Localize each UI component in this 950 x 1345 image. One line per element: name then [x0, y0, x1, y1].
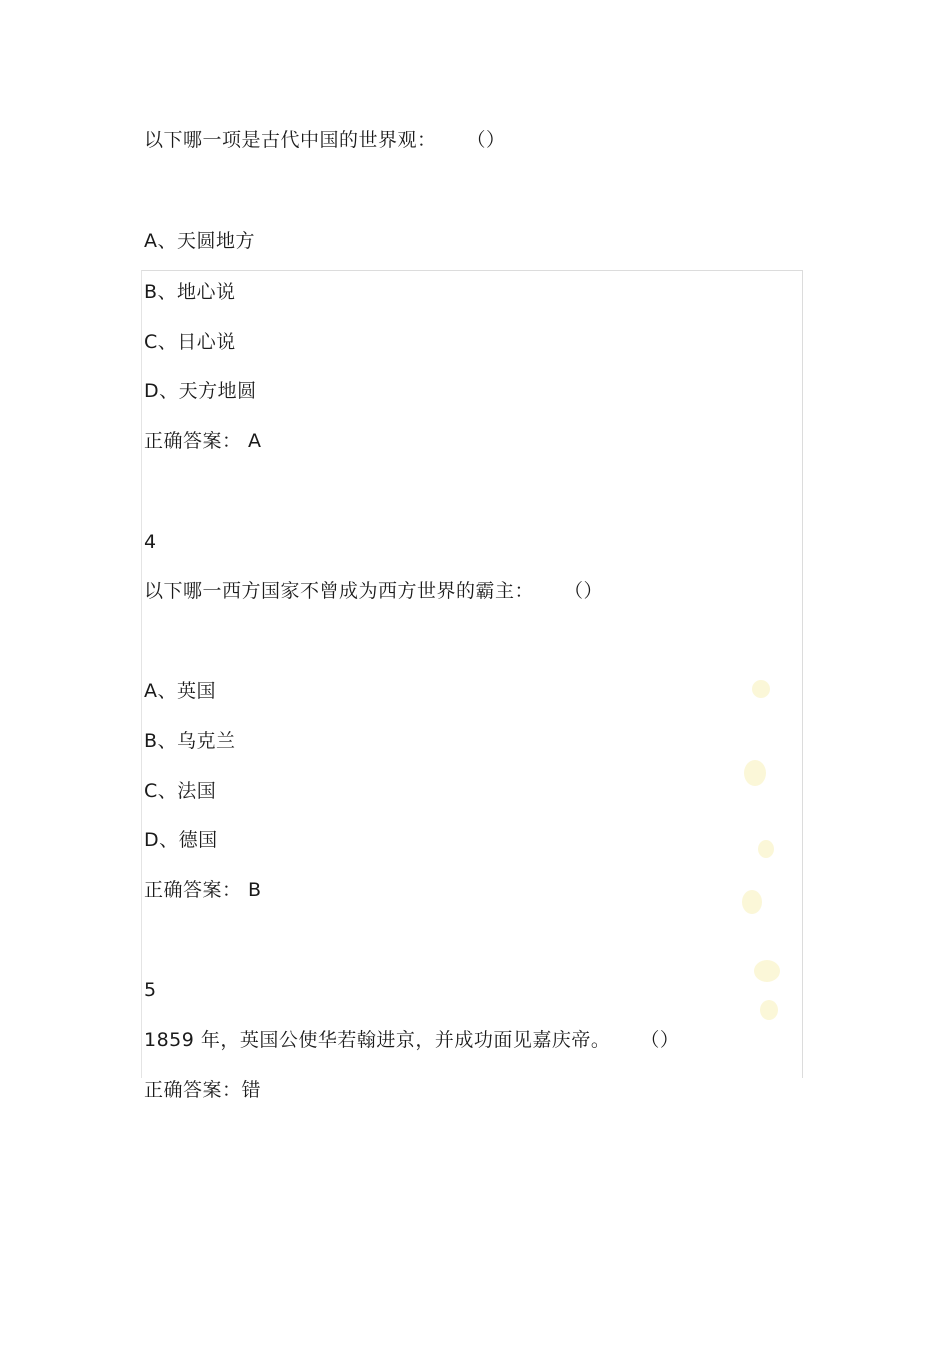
question-5-text — [144, 1028, 679, 1052]
question-5-answer: 正确答案：错 — [144, 1079, 262, 1101]
question-4-stem: 以下哪一西方国家不曾成为西方世界的霸主： — [144, 580, 535, 602]
question-3-option-d: D、天方地圆 — [144, 380, 257, 402]
question-5-stem: 1859 年，英国公使华若翰进京，并成功面见嘉庆帝。 — [144, 1029, 611, 1051]
question-3-option-a: A、天圆地方 — [144, 230, 255, 252]
background-watermark-spots — [730, 580, 800, 1060]
question-3-answer: 正确答案： A — [144, 430, 262, 452]
question-3-stem: 以下哪一项是古代中国的世界观： — [144, 129, 437, 151]
question-4-option-b: B、乌克兰 — [144, 730, 236, 752]
question-3-option-b: B、地心说 — [144, 281, 236, 303]
question-3-text — [144, 128, 506, 152]
question-4-option-a: A、英国 — [144, 680, 216, 702]
question-5-blank: （） — [640, 1029, 680, 1051]
question-3-option-c: C、日心说 — [144, 331, 236, 353]
question-4-number: 4 — [144, 531, 157, 553]
question-4-blank: （） — [564, 580, 604, 602]
question-4-option-c: C、法国 — [144, 780, 217, 802]
question-4-answer: 正确答案： B — [144, 879, 262, 901]
question-5-number: 5 — [144, 979, 157, 1001]
question-4-option-d: D、德国 — [144, 829, 218, 851]
question-4-text — [144, 579, 603, 603]
question-3-blank: （） — [466, 129, 506, 151]
